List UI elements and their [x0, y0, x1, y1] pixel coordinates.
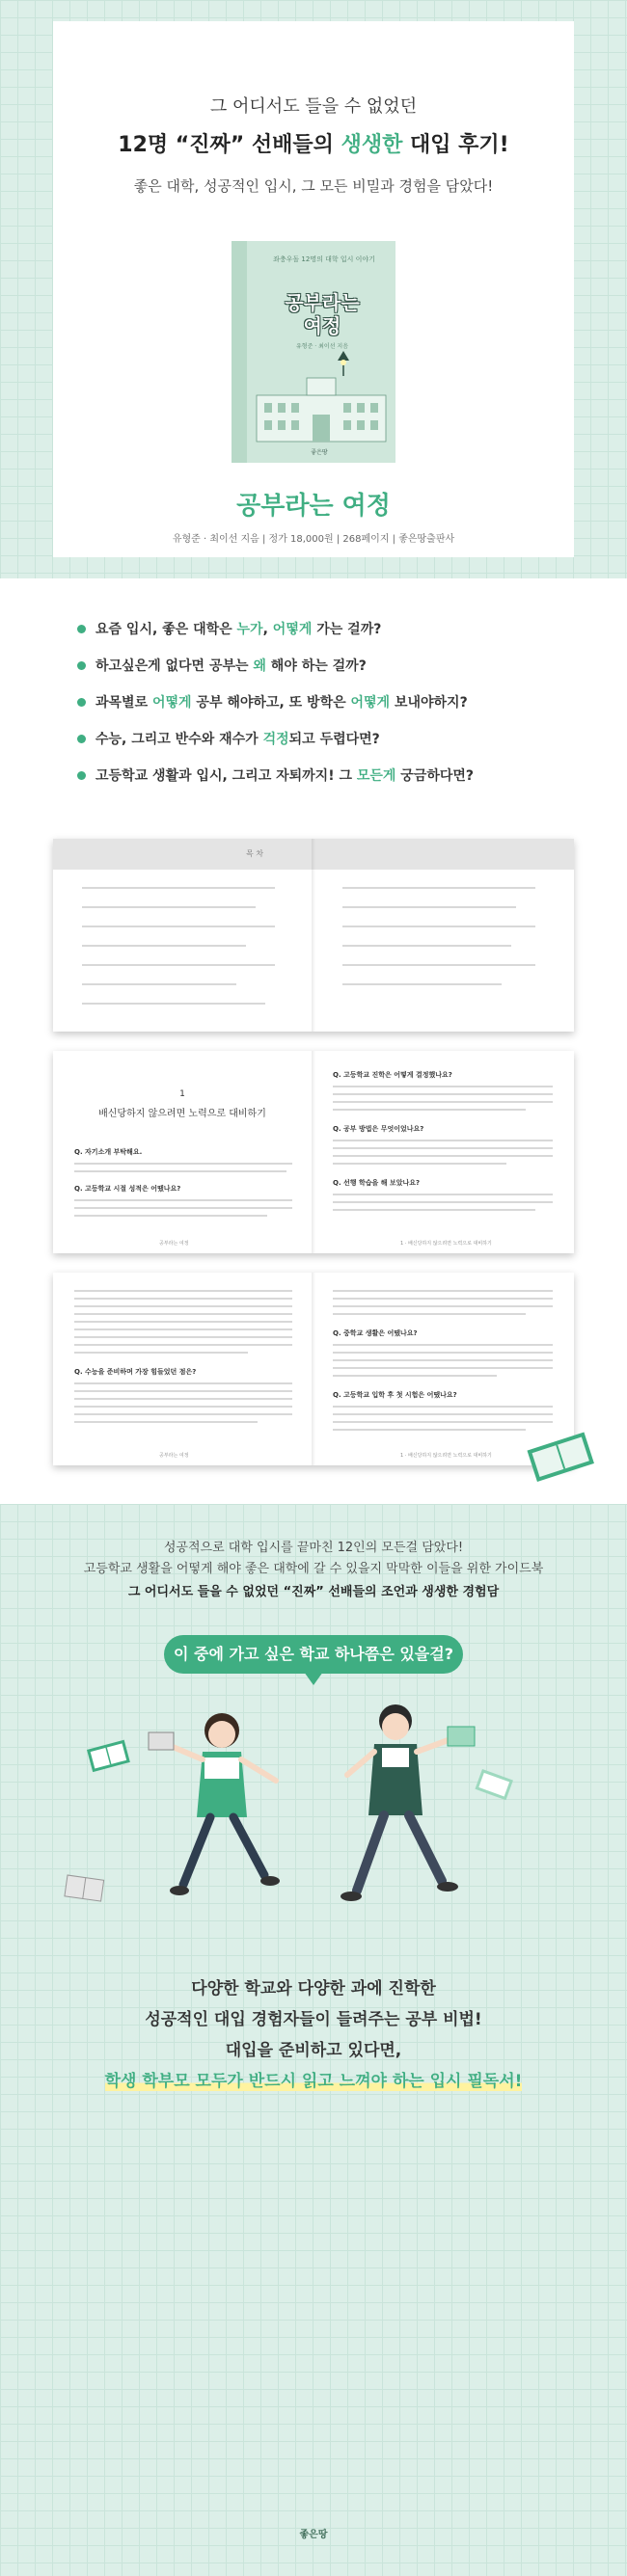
text-line — [333, 1421, 553, 1423]
text-line — [74, 1390, 292, 1392]
bullet-section — [0, 578, 627, 829]
body-spread — [53, 1273, 574, 1465]
cover-title — [264, 291, 380, 337]
bottom-highlight-text: 학생 학부모 모두가 반드시 읽고 느껴야 하는 입시 필독서! — [104, 2072, 523, 2091]
building-illustration — [253, 376, 390, 443]
bottom-bold-line3: 대입을 준비하고 있다면, — [225, 2041, 402, 2060]
speech-bubble: 이 중에 가고 싶은 학교 하나쯤은 있을걸? — [164, 1635, 463, 1674]
bullet-highlight: 모든게 — [356, 768, 396, 784]
text-line — [333, 1155, 553, 1157]
flying-book-icon — [65, 1875, 104, 1901]
text-line — [74, 1321, 292, 1323]
text-line — [333, 1140, 553, 1141]
text-line — [74, 1199, 292, 1201]
bullet-highlight: 누가 — [236, 622, 263, 637]
text-line — [333, 1352, 553, 1354]
bullet-item — [77, 656, 367, 683]
toc-line — [342, 906, 516, 908]
book-meta: 유형준 · 최이선 지음 | 정가 18,000원 | 268페이지 | 좋은땅출판사 — [172, 534, 455, 545]
question-heading: Q. 수능을 준비하며 가장 힘들었던 점은? — [74, 1368, 197, 1376]
bullet-text: 수능, 그리고 반수와 재수가 — [95, 732, 263, 747]
text-line — [333, 1201, 553, 1203]
bullet-highlight: 왜 — [253, 658, 266, 674]
bullet-item — [77, 729, 380, 756]
text-line — [333, 1298, 553, 1300]
bottom-line1: 성공적으로 대학 입시를 끝마친 12인의 모든걸 담았다! — [163, 1541, 464, 1555]
text-line — [333, 1290, 553, 1292]
text-line — [74, 1290, 292, 1292]
bullet-highlight: 어떻게 — [151, 695, 192, 711]
bullet-item — [77, 692, 468, 719]
text-line — [333, 1086, 553, 1087]
text-line — [333, 1101, 553, 1103]
bullet-highlight: 어떻게 — [350, 695, 391, 711]
bottom-line3: 그 어디서도 들을 수 없었던 “진짜” 선배들의 조언과 생생한 경험담 — [127, 1585, 500, 1599]
page-gutter — [312, 839, 315, 1032]
headline-line3: 좋은 대학, 성공적인 입시, 그 모든 비밀과 경험을 담았다! — [133, 177, 494, 195]
text-line — [333, 1429, 526, 1431]
text-line — [333, 1109, 526, 1111]
toc-line — [82, 964, 275, 966]
question-heading: Q. 고등학교 진학은 어떻게 결정했나요? — [333, 1071, 452, 1079]
page-footer: 공부라는 여정 — [159, 1453, 189, 1459]
toc-label: 목 차 — [246, 849, 263, 858]
cover-authors: 유형준 · 최이선 지음 — [296, 343, 348, 350]
text-line — [74, 1313, 292, 1315]
book-title: 공부라는 여정 — [236, 492, 391, 521]
bullet-highlight: 걱정 — [262, 732, 289, 747]
cover-title-line1: 공부라는 — [285, 291, 360, 314]
text-line — [333, 1359, 553, 1361]
text-line — [74, 1413, 292, 1415]
speech-bubble-tail — [304, 1672, 323, 1685]
toc-line — [82, 1003, 265, 1005]
cover-publisher: 좋은땅 — [311, 449, 328, 456]
toc-line — [342, 887, 535, 889]
bullet-highlight: 어떻게 — [272, 622, 313, 637]
text-line — [74, 1207, 292, 1209]
chapter-spread — [53, 1051, 574, 1253]
bullet-dot-icon — [77, 771, 86, 780]
text-line — [74, 1215, 267, 1217]
bottom-section — [0, 1504, 627, 2576]
student-boy — [341, 1704, 475, 1901]
text-line — [333, 1413, 553, 1415]
bullet-text: , — [262, 622, 273, 637]
question-heading: Q. 자기소개 부탁해요. — [74, 1148, 143, 1156]
student-girl — [149, 1713, 280, 1895]
flying-book-icon — [475, 1769, 512, 1800]
bullet-dot-icon — [77, 625, 86, 633]
bullet-dot-icon — [77, 735, 86, 743]
text-line — [333, 1305, 553, 1307]
text-line — [333, 1093, 553, 1095]
bottom-bold-line2: 성공적인 대입 경험자들이 들려주는 공부 비법! — [145, 2010, 482, 2029]
text-line — [333, 1375, 497, 1377]
bullet-text: 과목별로 — [95, 695, 152, 711]
text-line — [74, 1336, 292, 1338]
chapter-number: 1 — [179, 1089, 185, 1099]
bullet-text: 요즘 입시, 좋은 대학은 — [95, 622, 237, 637]
text-line — [333, 1313, 526, 1315]
bullet-text: 하고싶은게 없다면 공부는 — [95, 658, 254, 674]
intro-card — [53, 21, 574, 557]
text-line — [333, 1194, 553, 1195]
page-gutter — [312, 1273, 315, 1465]
headline-line2 — [53, 128, 574, 158]
text-line — [74, 1170, 286, 1172]
book-face — [247, 241, 395, 463]
toc-spread — [53, 839, 574, 1032]
text-line — [74, 1344, 292, 1346]
text-line — [74, 1421, 258, 1423]
text-line — [333, 1367, 553, 1369]
toc-line — [342, 983, 502, 985]
book-deco-icon — [521, 1422, 608, 1489]
text-line — [74, 1352, 248, 1354]
text-line — [333, 1344, 553, 1346]
toc-line — [342, 945, 511, 947]
toc-line — [82, 983, 236, 985]
bullet-text: 가는 걸까? — [312, 622, 382, 637]
text-line — [333, 1209, 535, 1211]
text-line — [74, 1328, 292, 1330]
toc-line — [82, 945, 246, 947]
book-cover — [232, 241, 395, 463]
page-footer: 공부라는 여정 — [159, 1241, 189, 1247]
sample-pages-section — [0, 829, 627, 1504]
chapter-title: 배신당하지 않으려면 노력으로 대비하기 — [98, 1109, 266, 1119]
students-illustration — [58, 1692, 569, 1933]
headline-line1: 그 어디서도 들을 수 없었던 — [209, 96, 418, 117]
headline-highlight: 생생한 — [341, 133, 403, 157]
bullet-dot-icon — [77, 661, 86, 670]
bullet-text: 보내야하지? — [390, 695, 468, 711]
question-heading: Q. 고등학교 입학 후 첫 시험은 어땠나요? — [333, 1391, 457, 1399]
bullet-text: 되고 두렵다면? — [288, 732, 380, 747]
text-line — [333, 1163, 506, 1165]
toc-line — [82, 906, 256, 908]
lamp-icon — [330, 349, 357, 378]
bullet-text: 궁금하다면? — [395, 768, 475, 784]
cover-title-line2: 여정 — [303, 314, 341, 337]
question-heading: Q. 고등학교 시절 성적은 어땠나요? — [74, 1185, 181, 1193]
text-line — [74, 1406, 292, 1408]
text-line — [74, 1298, 292, 1300]
toc-line — [342, 964, 535, 966]
flying-book-icon — [87, 1740, 130, 1773]
headline-line2-post: 대입 후기! — [402, 133, 509, 157]
book-spine — [232, 241, 247, 463]
text-line — [74, 1382, 292, 1384]
page-footer: 1 · 배신당하지 않으려면 노력으로 대비하기 — [400, 1453, 492, 1459]
bullet-text: 해야 하는 걸까? — [265, 658, 367, 674]
text-line — [333, 1406, 553, 1408]
text-line — [74, 1398, 292, 1400]
bottom-bold-line1: 다양한 학교와 다양한 과에 진학한 — [191, 1979, 436, 1999]
toc-line — [82, 926, 275, 927]
question-heading: Q. 선행 학습을 해 보았나요? — [333, 1179, 421, 1187]
top-section — [0, 0, 627, 578]
toc-line — [82, 887, 275, 889]
bottom-highlight-line — [0, 2067, 627, 2091]
publisher-logo: 좋은땅 — [299, 2530, 328, 2540]
bullet-item — [77, 765, 474, 792]
page-footer: 1 · 배신당하지 않으려면 노력으로 대비하기 — [400, 1241, 492, 1247]
text-line — [333, 1147, 553, 1149]
text-line — [74, 1305, 292, 1307]
cover-subtitle: 좌충우돌 12명의 대학 입시 이야기 — [273, 255, 375, 263]
toc-line — [342, 926, 535, 927]
text-line — [74, 1163, 292, 1165]
bullet-dot-icon — [77, 698, 86, 707]
page-gutter — [312, 1051, 315, 1253]
question-heading: Q. 공부 방법은 무엇이었나요? — [333, 1125, 424, 1133]
bullet-text: 고등학교 생활과 입시, 그리고 자퇴까지! 그 — [95, 768, 357, 784]
bottom-line2: 고등학교 생활을 어떻게 해야 좋은 대학에 갈 수 있을지 막막한 이들을 위한 가이드북 — [83, 1562, 544, 1576]
headline-line2-pre: 12명 “진짜” 선배들의 — [118, 133, 341, 157]
bullet-text: 공부 해야하고, 또 방학은 — [191, 695, 351, 711]
question-heading: Q. 중학교 생활은 어땠나요? — [333, 1329, 418, 1337]
bullet-item — [77, 619, 381, 646]
